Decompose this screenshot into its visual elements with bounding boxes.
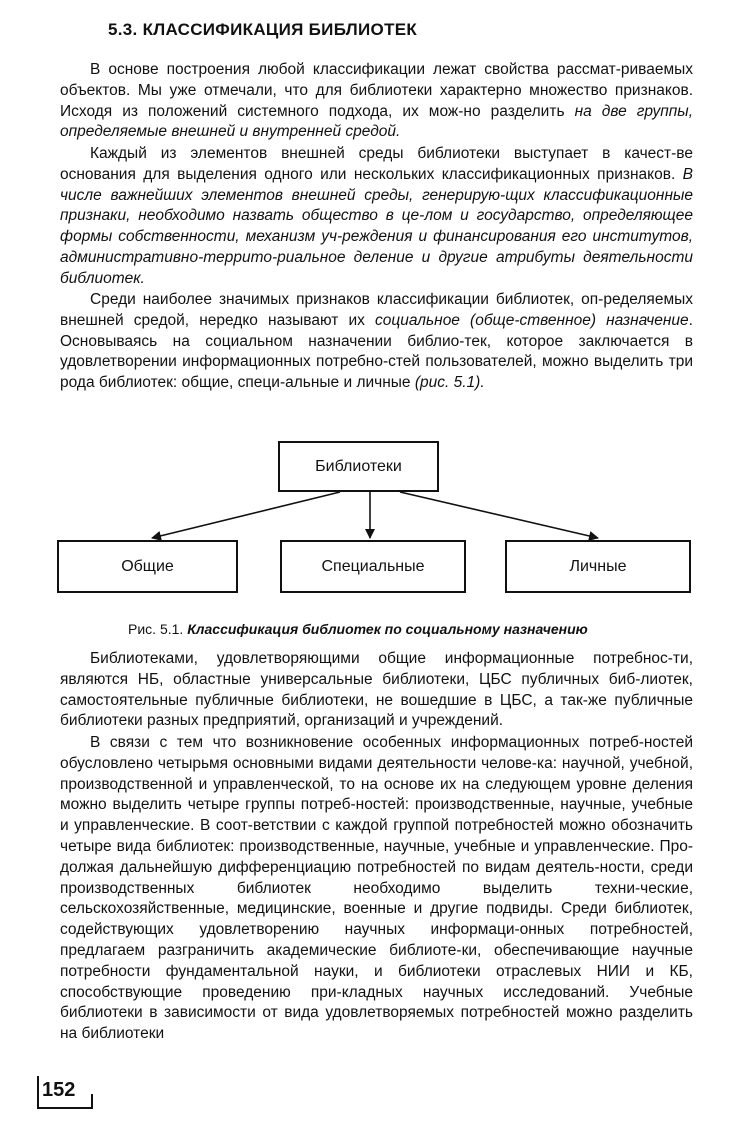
p1-run-1: на две группы, определяемые внешней и внутренней средой.: [60, 102, 693, 141]
caption-prefix: Рис. 5.1.: [128, 621, 188, 637]
p3-run-3: (рис. 5.1).: [414, 374, 485, 392]
paragraph-5: [60, 733, 693, 1045]
caption-title: Классификация библиотек по социальному назначению: [187, 621, 588, 637]
arrow-to-personal: [400, 492, 598, 538]
node-general: Общие: [57, 540, 238, 593]
paragraph-3: [60, 290, 693, 394]
p3-run-0: Среди наиболее значимых признаков классификации библиотек, оп-ределяемых внешней средой, нередко называют их: [60, 291, 693, 329]
p5-run-0: В связи с тем что возникновение особенных информационных потреб-ностей обусловлено четырьмя основными видами деятельности челове-ка: научной, учебной, производственной и управленческой, то на основе их на следующем уровне деления можно выделить четыре группы потреб-ностей: производственные, научные, учебные и управленческие. В соот-ветствии с каждой группой потребностей можно обозначить четыре вида библиотек: производственные, научные, учебные и управленческие. Про-должая дальнейшую дифференциацию потребностей по видам деятель-ности, среди производственных библиотек необходимо выделить техни-ческие, сельскохозяйственные, медицинские, военные и другие подвиды. Среди библиотек, содействующих удовлетворению научных информаци-онных потребностей, предлагаем разграничить академические библиоте-ки, обеспечивающие научные потребности фундаментальной науки, и библиотеки отраслевых НИИ и КБ, способствующие проведению при-кладных научных исследований. Учебные библиотеки в зависимости от вида удовлетворяемых потребностей можно разделить на библиотеки: [60, 734, 693, 1043]
p3-run-2: . Основываясь на социальном назначении библио-тек, которое заключается в удовлетворении информационных потребно-стей пользователей, можно выделить три рода библиотек: общие, специ-альные и личные: [60, 311, 693, 392]
arrow-to-general: [152, 492, 340, 538]
figure-caption: [128, 620, 588, 638]
node-special: Специальные: [280, 540, 466, 593]
p2-run-1: В числе важнейших элементов внешней среды, генерирую-щих классификационные признаки, необходимо назвать общество в це-лом и государство, определяющее формы собственности, механизм уч-реждения и финансирования его институтов, административно-террито-риальное деление и другие атрибуты деятельности библиотек.: [60, 165, 693, 287]
p3-run-1: социальное (обще-ственное) назначение: [374, 311, 689, 329]
p4-run-0: Библиотеками, удовлетворяющими общие информационные потребнос-ти, являются НБ, областные универсальные библиотеки, ЦБС публичных биб-лиотек, самостоятельные публичные библиотеки, не вошедшие в ЦБС, а так-же публичные библиотеки разных предприятий, организаций и учреждений.: [60, 650, 693, 730]
p2-run-0: Каждый из элементов внешней среды библиотеки выступает в качест-ве основания для выделения одного или нескольких классификационных признаков.: [60, 145, 693, 183]
paragraph-4: [60, 649, 693, 732]
node-personal: Личные: [505, 540, 691, 593]
node-libraries: Библиотеки: [278, 441, 439, 492]
paragraph-2: [60, 144, 693, 290]
page-number: 152: [42, 1079, 76, 1101]
section-heading: 5.3. КЛАССИФИКАЦИЯ БИБЛИОТЕК: [108, 20, 418, 39]
p1-run-0: В основе построения любой классификации лежат свойства рассмат-риваемых объектов. Мы уже отмечали, что для библиотеки характерно множество признаков. Исходя из положений системного подхода, их мож-но разделить: [60, 61, 693, 120]
page-number-box: [34, 1072, 96, 1112]
classification-diagram: [0, 430, 737, 610]
paragraph-1: [60, 60, 693, 143]
